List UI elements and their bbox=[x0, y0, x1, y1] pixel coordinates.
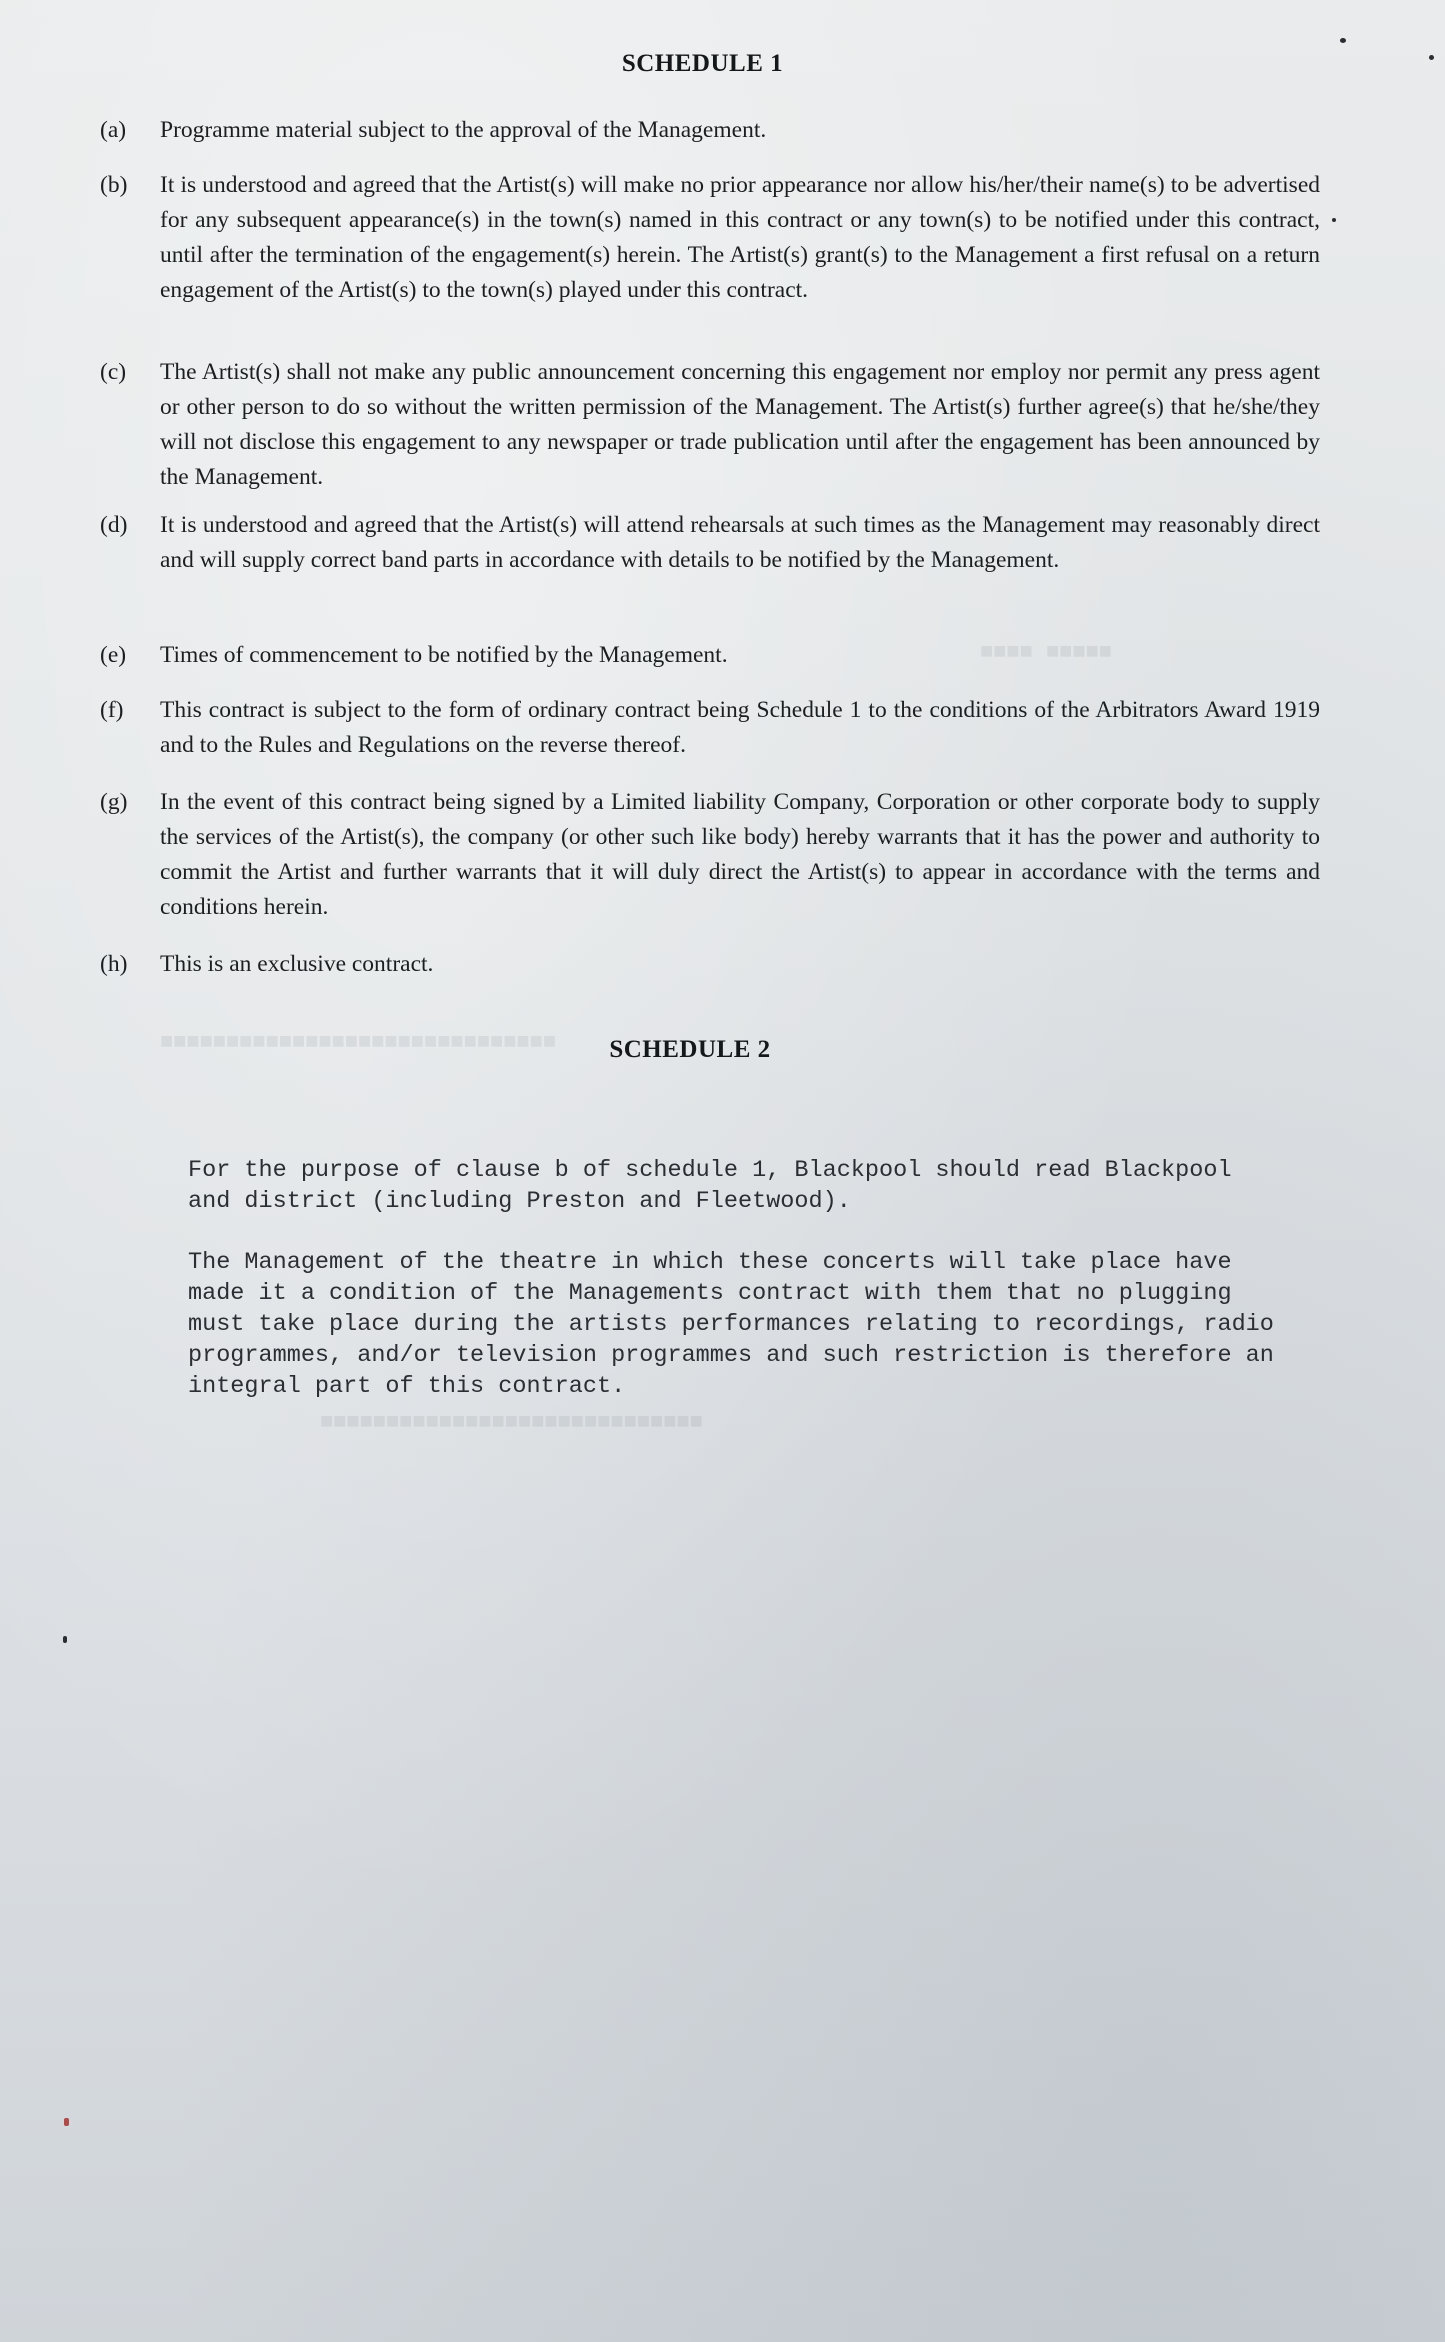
clause-text: The Artist(s) shall not make any public announcement concerning this engagement nor employ nor permit any press agent or other person to do so without the written permission of the Management. The Artist(s) further agree(s) that he/she/they will not disclose this engagement to any newspaper or trade publication until after the engagement has been announced by the Management. bbox=[160, 359, 1320, 490]
clause-b bbox=[100, 168, 1320, 308]
reverse-show-through: ■■■■■■■■■■■■■■■■■■■■■■■■■■■■■■ bbox=[160, 1030, 557, 1055]
clause-text: Times of commencement to be notified by the Management. bbox=[160, 642, 728, 668]
clause-letter: (f) bbox=[100, 697, 124, 723]
clause-a bbox=[100, 113, 1320, 148]
reverse-show-through: ■■■■■ ■■■■ bbox=[980, 640, 1113, 665]
schedule-2-paragraph-plugging: The Management of the theatre in which these concerts will take place have made it a condition of the Managements contract with them that no plugging must take place during the artists performances relating to recordings, radio programmes, and/or television programmes and such restriction is therefore an integral part of this contract. bbox=[188, 1249, 1274, 1400]
clause-g bbox=[100, 785, 1320, 925]
clause-f bbox=[100, 693, 1320, 763]
clause-letter: (g) bbox=[100, 789, 128, 815]
clause-c bbox=[100, 355, 1320, 495]
clause-letter: (a) bbox=[100, 117, 127, 143]
paper-speck bbox=[1429, 55, 1434, 60]
clause-letter: (c) bbox=[100, 359, 127, 385]
clause-letter: (d) bbox=[100, 512, 128, 538]
clause-text: This is an exclusive contract. bbox=[160, 951, 434, 977]
paper-speck bbox=[63, 1636, 67, 1643]
paper-speck bbox=[64, 2118, 69, 2126]
clause-e bbox=[100, 638, 1320, 673]
clause-d bbox=[100, 508, 1320, 578]
paper-speck bbox=[1340, 38, 1346, 43]
paper-speck bbox=[1332, 218, 1336, 222]
schedule-2-heading: SCHEDULE 2 bbox=[609, 1036, 771, 1063]
reverse-show-through: ■■■■■■■■■■■■■■■■■■■■■■■■■■■■■ bbox=[320, 1410, 703, 1435]
schedule-1-heading: SCHEDULE 1 bbox=[621, 50, 784, 77]
clause-letter: (e) bbox=[100, 642, 127, 668]
clause-text: It is understood and agreed that the Artist(s) will make no prior appearance nor allow his/her/their name(s) to be advertised for any subsequent appearance(s) in the town(s) named in this contract or any town(s) to be notified under this contract, until after the termination of the engagement(s) herein. The Artist(s) grant(s) to the Management a first refusal on a return engagement of the Artist(s) to the town(s) played under this contract. bbox=[160, 172, 1320, 303]
clause-h bbox=[100, 947, 1320, 982]
clause-text: In the event of this contract being signed by a Limited liability Company, Corporation or other corporate body to supply the services of the Artist(s), the company (or other such like body) hereby warrants that it has the power and authority to commit the Artist and further warrants that it will duly direct the Artist(s) to appear in accordance with the terms and conditions herein. bbox=[160, 789, 1320, 920]
schedule-2-paragraph-blackpool: For the purpose of clause b of schedule 1, Blackpool should read Blackpool and district (including Preston and Fleetwood). bbox=[188, 1157, 1232, 1215]
clause-letter: (b) bbox=[100, 172, 128, 198]
clause-text: It is understood and agreed that the Artist(s) will attend rehearsals at such times as the Management may reasonably direct and will supply correct band parts in accordance with details to be notified by the Management. bbox=[160, 512, 1320, 573]
clause-text: This contract is subject to the form of ordinary contract being Schedule 1 to the conditions of the Arbitrators Award 1919 and to the Rules and Regulations on the reverse thereof. bbox=[160, 697, 1320, 758]
clause-letter: (h) bbox=[100, 951, 128, 977]
clause-text: Programme material subject to the approval of the Management. bbox=[160, 117, 767, 143]
